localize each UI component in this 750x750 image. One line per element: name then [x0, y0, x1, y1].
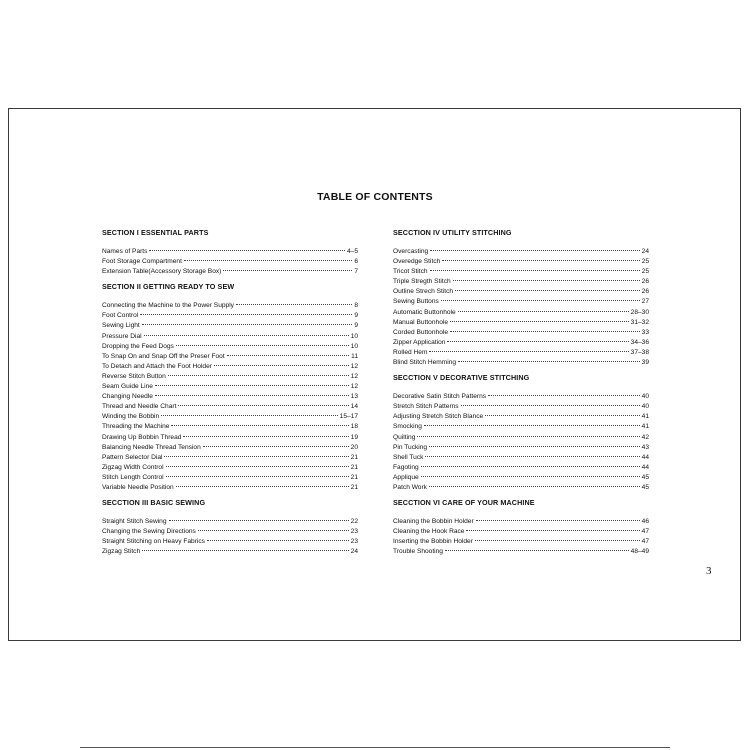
toc-section	[393, 373, 649, 493]
toc-entry-page: 21	[350, 463, 358, 471]
dot-leader	[155, 385, 349, 386]
dot-leader	[178, 405, 348, 406]
toc-entry-page: 26	[641, 278, 649, 286]
toc-entry-title: Patch Work	[393, 483, 427, 491]
toc-entry-title: Threading the Machine	[102, 423, 170, 431]
toc-left-column	[102, 228, 358, 562]
toc-entry	[102, 422, 358, 432]
section-heading: SECCTION III BASIC SEWING	[102, 498, 206, 508]
toc-entry	[393, 402, 649, 412]
page-number: 3	[706, 565, 712, 577]
toc-entry	[102, 433, 358, 443]
toc-entry-page: 46	[641, 518, 649, 526]
toc-entry-page: 25	[641, 258, 649, 266]
dot-leader	[424, 425, 640, 426]
section-heading: SECCTION IV UTILITY STITCHING	[393, 228, 512, 237]
toc-entry	[102, 257, 358, 267]
toc-entry-title: Triple Stregth Stitch	[393, 278, 451, 286]
toc-entry-page: 12	[350, 383, 358, 391]
toc-entry	[102, 362, 358, 372]
dot-leader	[144, 335, 349, 336]
toc-entry-page: 44	[641, 453, 649, 461]
toc-entry-page: 23	[350, 528, 358, 536]
section-heading: SECTION II GETTING READY TO SEW	[102, 282, 235, 292]
toc-right-column	[393, 228, 649, 562]
toc-entry-page: 8	[354, 302, 358, 310]
toc-entry	[393, 358, 649, 368]
toc-entry	[393, 537, 649, 547]
toc-entry-title: Zigzag Width Control	[102, 463, 164, 471]
dot-leader	[169, 520, 349, 521]
toc-entry-title: Drawing Up Bobbin Thread	[102, 433, 182, 441]
dot-leader	[166, 466, 349, 467]
dot-leader	[176, 486, 349, 487]
dot-leader	[207, 540, 349, 541]
toc-entry-title: Balancing Needle Thread Tension	[102, 443, 201, 451]
toc-entry	[102, 547, 358, 557]
toc-entry-page: 13	[350, 393, 358, 401]
toc-entry-title: Stitch Length Control	[102, 473, 164, 481]
toc-entry	[393, 338, 649, 348]
toc-entry-title: Corded Buttonhole	[393, 328, 448, 336]
dot-leader	[236, 304, 352, 305]
toc-entry-title: To Snap On and Snap Off the Preser Foot	[102, 352, 225, 360]
toc-entry-page: 24	[641, 248, 649, 255]
toc-entry-title: Winding the Bobbin	[102, 413, 160, 421]
dot-leader	[214, 365, 349, 366]
toc-entry	[393, 328, 649, 338]
dot-leader	[430, 270, 640, 271]
dot-leader	[450, 321, 629, 322]
dot-leader	[183, 436, 348, 437]
dot-leader	[429, 486, 640, 487]
toc-entry-page: 4–5	[346, 248, 358, 255]
toc-entry	[393, 422, 649, 432]
dot-leader	[198, 530, 349, 531]
toc-entry-page: 31–32	[630, 318, 649, 326]
toc-entry-page: 45	[641, 483, 649, 491]
toc-entry	[102, 382, 358, 392]
dot-leader	[421, 466, 640, 467]
toc-entry	[393, 517, 649, 527]
dot-leader	[176, 345, 349, 346]
toc-entry	[102, 301, 358, 311]
toc-entry-title: Straight Stitching on Heavy Fabrics	[102, 538, 205, 546]
toc-entry-title: Zipper Application	[393, 338, 446, 346]
dot-leader	[203, 446, 349, 447]
toc-entry-page: 22	[350, 518, 358, 526]
toc-section	[102, 498, 358, 557]
toc-entry	[102, 332, 358, 342]
toc-entry-title: Fagoting	[393, 463, 419, 471]
toc-entry-page: 21	[350, 483, 358, 491]
toc-entry	[393, 287, 649, 297]
toc-entry-title: Pin Tucking	[393, 443, 428, 451]
dot-leader	[458, 311, 629, 312]
toc-entry-title: Manual Buttonhole	[393, 318, 448, 326]
dot-leader	[140, 314, 352, 315]
toc-entry-title: Applique	[393, 473, 419, 481]
toc-entry-page: 23	[350, 538, 358, 546]
toc-entry	[393, 443, 649, 453]
toc-entry-page: 9	[354, 312, 358, 320]
page-title: TABLE OF CONTENTS	[317, 191, 433, 203]
toc-entry-page: 10	[350, 332, 358, 340]
dot-leader	[142, 324, 353, 325]
toc-entry	[102, 412, 358, 422]
toc-entry	[393, 247, 649, 257]
toc-section	[102, 282, 358, 493]
dot-leader	[429, 446, 640, 447]
toc-entry-page: 47	[641, 538, 649, 546]
dot-leader	[161, 415, 337, 416]
toc-entry-title: Cleaning the Hook Race	[393, 528, 465, 536]
dot-leader	[455, 290, 640, 291]
dot-leader	[155, 395, 349, 396]
toc-entry-page: 6	[354, 258, 358, 266]
toc-entry	[102, 321, 358, 331]
toc-entry-page: 11	[351, 352, 358, 360]
toc-entry	[393, 297, 649, 307]
dot-leader	[417, 436, 639, 437]
toc-entry	[393, 348, 649, 358]
toc-entry	[102, 392, 358, 402]
toc-entry	[102, 453, 358, 463]
toc-entry	[393, 412, 649, 422]
toc-entry-page: 24	[350, 548, 358, 556]
dot-leader	[430, 250, 639, 251]
toc-entry	[102, 537, 358, 547]
dot-leader	[149, 250, 345, 251]
toc-entry-title: Smocking	[393, 423, 422, 431]
toc-entry-page: 27	[641, 298, 649, 306]
toc-entry-title: Overedge Stitch	[393, 258, 441, 266]
toc-entry-title: Reverse Stitch Button	[102, 372, 166, 380]
toc-entry-page: 41	[641, 423, 649, 431]
toc-entry	[102, 267, 358, 277]
toc-entry-page: 33	[641, 328, 649, 336]
toc-entry	[102, 443, 358, 453]
toc-section	[393, 498, 649, 557]
toc-entry-page: 44	[641, 463, 649, 471]
toc-entry-title: To Detach and Attach the Foot Holder	[102, 362, 212, 370]
toc-entry-page: 34–36	[630, 338, 649, 346]
dot-leader	[184, 260, 352, 261]
toc-entry-page: 25	[641, 268, 649, 276]
section-heading: SECTION I ESSENTIAL PARTS	[102, 228, 209, 237]
dot-leader	[476, 520, 640, 521]
toc-section	[393, 228, 649, 368]
toc-entry-page: 10	[350, 342, 358, 350]
toc-entry-title: Connecting the Machine to the Power Supply	[102, 302, 234, 310]
toc-entry	[102, 402, 358, 412]
toc-entry-title: Inserting the Bobbin Holder	[393, 538, 473, 546]
dot-leader	[142, 550, 349, 551]
toc-entry	[393, 392, 649, 402]
toc-entry	[102, 473, 358, 483]
toc-entry	[102, 342, 358, 352]
toc-entry-title: Tricot Stitch	[393, 268, 428, 276]
toc-entry-title: Seam Guide Line	[102, 383, 153, 391]
toc-entry-title: Pressure Dial	[102, 332, 142, 340]
toc-entry-title: Shell Tuck	[393, 453, 424, 461]
toc-entry-page: 40	[641, 403, 649, 411]
toc-entry-page: 15–17	[339, 413, 358, 421]
toc-entry-title: Automatic Buttonhole	[393, 308, 456, 316]
toc-entry-page: 28–30	[630, 308, 649, 316]
dot-leader	[421, 476, 640, 477]
toc-entry-page: 41	[641, 413, 649, 421]
toc-entry	[393, 277, 649, 287]
dot-leader	[466, 530, 639, 531]
toc-entry	[393, 453, 649, 463]
toc-entry-title: Changing the Sewing Directions	[102, 528, 196, 536]
dot-leader	[447, 341, 628, 342]
toc-entry-title: Sewing Buttons	[393, 298, 439, 306]
toc-entry-title: Changing Needle	[102, 393, 153, 401]
toc-entry-page: 21	[350, 453, 358, 461]
dot-leader	[227, 355, 349, 356]
toc-entry-title: Foot Storage Compartment	[102, 258, 182, 266]
toc-entry	[102, 517, 358, 527]
toc-entry-page: 9	[354, 322, 358, 330]
toc-entry-title: Extension Table(Accessory Storage Box)	[102, 268, 222, 276]
toc-entry-title: Cleaning the Bobbin Holder	[393, 518, 474, 526]
dot-leader	[453, 280, 640, 281]
toc-entry	[393, 267, 649, 277]
toc-entry-page: 40	[641, 393, 649, 401]
toc-entry	[102, 463, 358, 473]
toc-entry-page: 21	[350, 473, 358, 481]
dot-leader	[445, 550, 629, 551]
dot-leader	[171, 425, 348, 426]
toc-entry-title: Trouble Shooting	[393, 548, 443, 556]
toc-entry	[393, 257, 649, 267]
dot-leader	[475, 540, 640, 541]
dot-leader	[485, 415, 639, 416]
dot-leader	[441, 300, 640, 301]
dot-leader	[461, 405, 640, 406]
toc-entry-page: 12	[350, 362, 358, 370]
toc-entry-page: 37–38	[630, 348, 649, 356]
toc-entry	[393, 433, 649, 443]
toc-entry-title: Blind Stitch Hemming	[393, 359, 457, 367]
toc-entry-title: Names of Parts	[102, 248, 148, 255]
toc-entry-title: Foot Control	[102, 312, 139, 320]
bottom-divider	[80, 747, 670, 748]
toc-entry	[102, 527, 358, 537]
toc-entry-title: Overcasting	[393, 248, 429, 255]
toc-entry-title: Decorative Satin Stitch Patterns	[393, 393, 487, 401]
toc-entry	[393, 547, 649, 557]
toc-entry	[393, 473, 649, 483]
toc-entry-title: Outline Strech Stitch	[393, 288, 454, 296]
toc-entry-page: 14	[350, 403, 358, 411]
toc-entry-title: Pattern Selector Dial	[102, 453, 163, 461]
toc-entry-page: 26	[641, 288, 649, 296]
toc-entry-page: 20	[350, 443, 358, 451]
toc-entry-title: Zigzag Stitch	[102, 548, 141, 556]
toc-entry-title: Quilting	[393, 433, 416, 441]
toc-entry-page: 7	[354, 268, 358, 276]
toc-section	[102, 228, 358, 277]
dot-leader	[488, 395, 640, 396]
toc-entry	[102, 311, 358, 321]
dot-leader	[458, 361, 640, 362]
section-heading: SECCTION V DECORATIVE STITCHING	[393, 373, 530, 383]
toc-entry-page: 18	[350, 423, 358, 431]
toc-entry	[393, 308, 649, 318]
toc-entry	[393, 483, 649, 493]
dot-leader	[442, 260, 639, 261]
toc-entry-title: Sewing Light	[102, 322, 140, 330]
toc-entry-page: 43	[641, 443, 649, 451]
toc-entry	[393, 463, 649, 473]
toc-entry-page: 39	[641, 359, 649, 367]
dot-leader	[425, 456, 639, 457]
dot-leader	[223, 270, 352, 271]
dot-leader	[164, 456, 348, 457]
toc-entry-page: 12	[350, 372, 358, 380]
toc-entry-title: Adjusting Stretch Stitch Blance	[393, 413, 484, 421]
toc-entry-title: Thread and Needle Chart	[102, 403, 177, 411]
toc-entry	[393, 527, 649, 537]
toc-entry	[102, 372, 358, 382]
toc-entry	[393, 318, 649, 328]
toc-entry	[102, 352, 358, 362]
toc-entry-title: Straight Stitch Sewing	[102, 518, 167, 526]
toc-entry-page: 48–49	[630, 548, 649, 556]
toc-entry-title: Dropping the Feed Dogs	[102, 342, 174, 350]
toc-entry-page: 19	[350, 433, 358, 441]
toc-entry-page: 47	[641, 528, 649, 536]
toc-entry-title: Variable Needle Position	[102, 483, 174, 491]
toc-entry-page: 42	[641, 433, 649, 441]
toc-entry	[102, 247, 358, 257]
dot-leader	[168, 375, 349, 376]
toc-entry-title: Rolled Hem	[393, 348, 428, 356]
section-heading: SECCTION VI CARE OF YOUR MACHINE	[393, 498, 535, 508]
dot-leader	[450, 331, 640, 332]
toc-entry-page: 45	[641, 473, 649, 481]
toc-entry	[102, 483, 358, 493]
toc-entry-title: Stretch Stitch Patterns	[393, 403, 459, 411]
dot-leader	[429, 351, 628, 352]
dot-leader	[166, 476, 349, 477]
